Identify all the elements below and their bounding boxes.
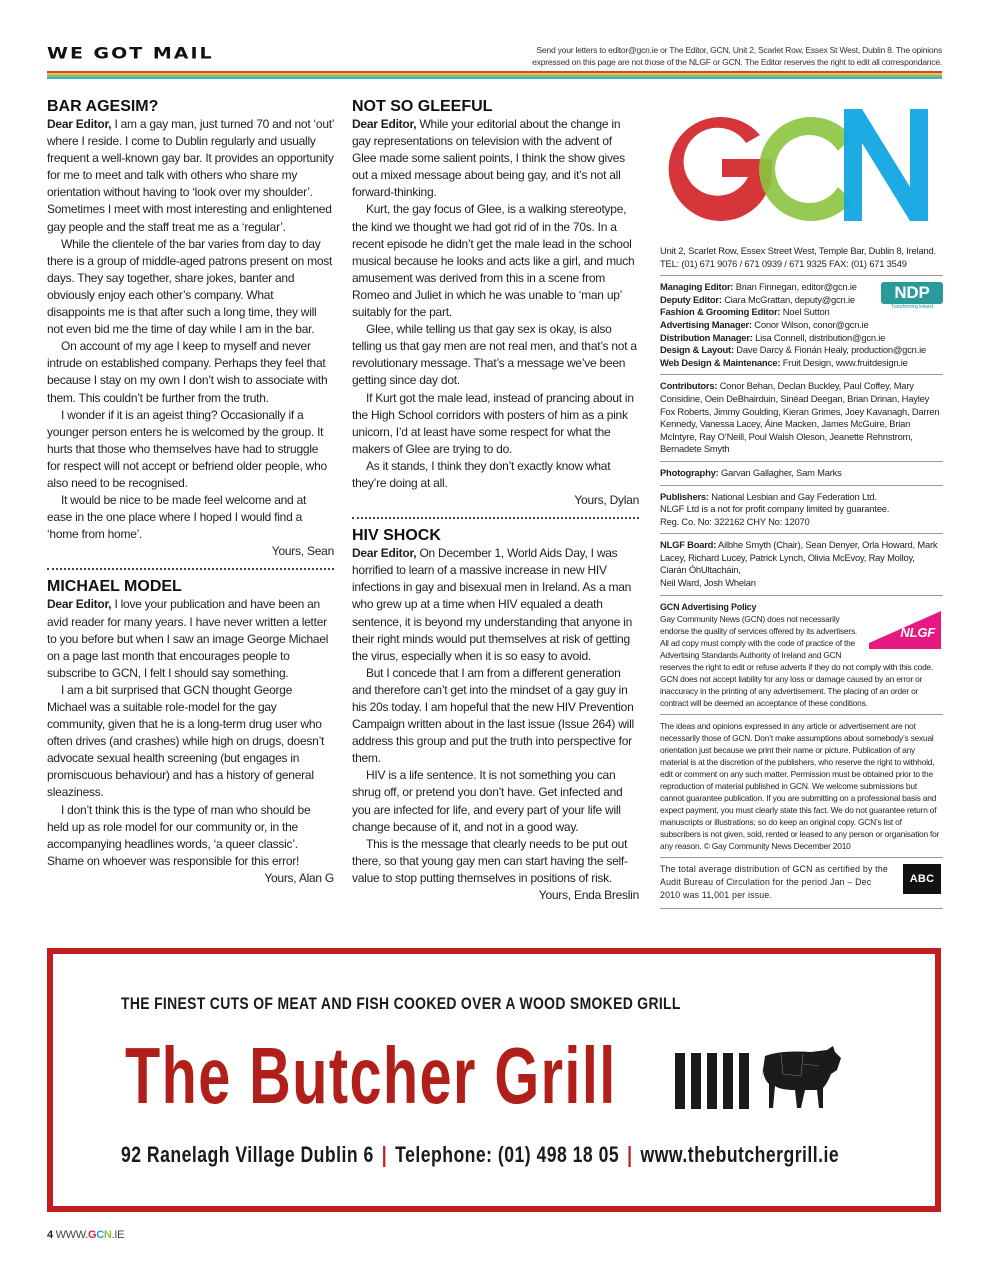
advert-contact-line: 92 Ranelagh Village Dublin 6 | Telephone: (01) 498 18 05 | www.thebutchergrill.ie [121,1142,840,1167]
address: Unit 2, Scarlet Row, Essex Street West, Temple Bar, Dublin 8, Ireland. [660,245,936,256]
advert-bars [675,1053,749,1109]
letter-paragraph: I don’t think this is the type of man who should be held up as role model for our community or, in the accompanying headlines words, ‘a queer classic’. Shame on whoever was responsible for this error! [47,802,311,868]
staff-entry: Design & Layout: Dave Darcy & Fionán Healy, production@gcn.ie [660,344,926,356]
letter [47,577,334,887]
advert-tagline: THE FINEST CUTS OF MEAT AND FISH COOKED OVER A WOOD SMOKED GRILL [121,994,681,1013]
letter-paragraph: This is the message that clearly needs to be put out there, so that young gay men can start having the self-value to stop putting themselves in positions of risk. [352,836,628,885]
letter-title: BAR AGESIM? [47,98,159,115]
letter-paragraph: If Kurt got the male lead, instead of prancing about in the High School corridors with posters of him as a pink unicorn, I’d at least have some respect for what the makers of Glee are trying to do. [352,390,634,456]
letter [352,97,639,509]
salutation: Dear Editor, [352,117,417,131]
salutation: Dear Editor, [352,546,417,561]
registration: Reg. Co. No: 322162 CHY No: 12070 [660,515,810,527]
photography: Garvan Gallagher, Sam Marks [720,466,842,478]
letter [47,97,334,560]
advert-address: 92 Ranelagh Village Dublin 6 [121,1142,374,1167]
staff-entry: Advertising Manager: Conor Wilson, conor@gcn.ie [660,318,869,330]
letter-paragraph: Dear Editor, I am a gay man, just turned 70 and not ‘out’ where I reside. I come to Dublin regularly and usually frequent a well-known gay bar. It provides an opportunity for me to meet and talk with others who share my orientation without having to ‘look over my shoulder’. Sometimes I meet with most interesting and enlightened gay people and the staff treat me as a ‘regular’. [47,117,334,234]
letter-paragraph: On account of my age I keep to myself and never intrude on established company. Perhaps they feel that because I stay on my own I don’t wish to associate with them. This couldn’t be further from the truth. [47,339,328,405]
ad-policy-title: GCN Advertising Policy [660,601,757,612]
submission-note: Send your letters to editor@gcn.ie or The Editor, GCN, Unit 2, Scarlet Row, Essex St West, Dublin 8. The opinions expressed on this page are not those of the NLGF or GCN. The Editor reserves the right to edit all correspondance. [532,45,942,67]
abc-logo: ABC [903,864,941,894]
letter-paragraph: As it stands, I think they don’t exactly know what they’re doing at all. [352,458,611,490]
letter-paragraph: But I concede that I am from a different generation and therefore can’t get into the mindset of a gay guy in his 20s today. I am hopeful that the new HIV Prevention Campaign written about in the last issue (Issue 264) will address this group and put the truth into perspective for them. [352,665,634,766]
letter-signoff: Yours, Sean [271,544,334,559]
letters-column-1 [47,97,334,887]
salutation: Dear Editor, [47,597,112,612]
rainbow-rule [47,71,942,79]
letter-paragraph: Kurt, the gay focus of Glee, is a walking stereotype, the kind we thought we had got rid of in the 70s. In a recent episode he didn’t get the male lead in the school musical because he looks and acts like a girl, and much amusement was derived from this in a scene from Romeo and Juliet in which he was unable to ‘man up’ suitably for the part. [352,202,635,320]
letter-paragraph: Glee, while telling us that gay sex is okay, is also telling us that gay men are not real men, and that’s not a revolutionary message. That’s a message we’ve been getting since day dot. [352,322,637,388]
gcn-logo [660,97,943,237]
phone-fax: TEL: (01) 671 9076 / 671 0939 / 671 9325 FAX: (01) 671 3549 [660,257,907,269]
staff-entry: Managing Editor: Brian Finnegan, editor@gcn.ie [660,281,857,293]
board-label: NLGF Board: [660,539,717,551]
masthead-column [660,97,943,909]
section-title: WE GOT MAIL [47,44,214,63]
dotted-divider [352,517,639,519]
letter-signoff: Yours, Dylan [574,493,639,508]
contributors: Conor Behan, Declan Buckley, Paul Coffey, Mary Considine, Oein DeBhairduin, Sinéad Deegan, Brian Drinan, Hayley Fox Roberts, Jimmy Goulding, Kieran Grimes, Joey Kavanagh, Darren Kennedy, Vanessa Lacey, Áine Macken, James McGuire, Brian McIntyre, Ray O’Neill, Poul Walsh Oleson, Jeanette Rehnstrom, Bernadete Smyth [660,380,940,455]
board-cont: Neil Ward, Josh Whelan [660,577,756,589]
publishers-note: NLGF Ltd is a not for profit company limited by guarantee. [660,503,890,515]
nlgf-logo: NLGF [869,611,941,649]
dotted-divider [47,568,334,570]
letter-title: HIV SHOCK [352,527,441,545]
letter-paragraph: I wonder if it is an ageist thing? Occasionally if a younger person enters he is welcomed by the group. It hurts that those who themselves have had to struggle for respect will not accept or befriend older people, who also need to be recognised. [47,407,327,490]
staff-entry: Fashion & Grooming Editor: Noel Sutton [660,306,830,318]
staff-entry: Web Design & Maintenance: Fruit Design, www.fruitdesign.ie [660,356,908,368]
advert-phone: Telephone: (01) 498 18 05 [395,1142,620,1167]
letter-signoff: Yours, Enda Breslin [538,888,639,903]
contributors-label: Contributors: [660,380,718,392]
board: Ailbhe Smyth (Chair), Sean Denyer, Orla Howard, Mark Lacey, Richard Lucey, Patrick Lynch, Olivia McEvoy, Ray Molloy, Ciarán ÓhUltacháin, [660,539,938,576]
letter-title: MICHAEL MODEL [47,578,182,596]
letter-paragraph: It would be nice to be made feel welcome and at ease in the one place where I hoped I would find a ‘home from home’. [47,493,307,542]
letter-title: NOT SO GLEEFUL [352,98,493,115]
staff-entry: Distribution Manager: Lisa Connell, distribution@gcn.ie [660,331,886,343]
page-footer: 4 WWW.GCN.IE [47,1229,125,1241]
staff-list [660,275,943,374]
letter-paragraph: While the clientele of the bar varies from day to day there is a group of middle-aged patrons present on most days. They say together, share jokes, banter and obviously enjoy each other’s company. What disappoints me is that after such a long time, they will not even bid me the time of day while I am in the bar. [47,236,333,337]
letter [352,526,639,904]
circulation-note: The total average distribution of GCN as certified by the Audit Bureau of Circulation for the period Jan – Dec 2010 was 11,001 per issue. [660,863,889,900]
publishers-label: Publishers: [660,490,709,502]
staff-entry: Deputy Editor: Ciara McGrattan, deputy@gcn.ie [660,293,855,305]
advert-website[interactable]: www.thebutchergrill.ie [640,1142,840,1167]
publishers: National Lesbian and Gay Federation Ltd. [711,490,877,502]
site-prefix: WWW. [55,1229,88,1241]
ndp-logo: NDP Transforming Ireland [881,282,943,311]
salutation: Dear Editor, [47,117,112,131]
letter-paragraph: Dear Editor, While your editorial about the change in gay representations on television with the advent of Glee made some salient points, I think the show gives out a mixed message about being gay, and it’s not all forward-thinking. [352,117,625,200]
butcher-grill-advert[interactable] [47,948,941,1212]
page-number: 4 [47,1229,53,1241]
advert-brand-name: The Butcher Grill [125,1031,617,1120]
letter-paragraph: I am a bit surprised that GCN thought George Michael was a suitable role-model for the gay community, given that he is a long-term drug user who often drives (and crashes) while high on drugs, doesn’t advocate sexual health screening (but engages in promiscuous behaviour) and has a history of general sleaziness. [47,682,325,800]
letters-column-2 [352,97,639,904]
letter-paragraph: Dear Editor, On December 1, World Aids Day, I was horrified to learn of a massive increase in new HIV infections in gay and bisexual men in Ireland. As a man who grew up at a time when HIV equaled a death sentence, it is beyond my understanding that anyone in their right minds would put themselves at risk of getting the virus, especially when it is so easy to avoid. [352,546,633,663]
photography-label: Photography: [660,466,719,478]
letter-paragraph: Dear Editor, I love your publication and have been an avid reader for many years. I have never written a letter to you before but when I saw an image George Michael on a page last month that encourages people to subscribe to GCN, I felt I should say something. [47,597,329,680]
disclaimer: The ideas and opinions expressed in any article or advertisement are not necessarily those of GCN. Don’t make assumptions about somebody’s sexual orientation just because we print their name or picture. Publication of any material is at the discretion of the publishers, who reserve the right to withhold, edit or comment on any such matter. Permission must be obtained prior to the reproduction of material published in GCN. We welcome submissions but cannot guarantee publication. If you are submitting on a professional basis and expect payment, you must clearly state this fact. We do not guarantee return of manuscripts or illustrations; so do keep an original copy. GCN’s list of subscribers is not given, sold, rented or leased to any person or organisation for any reason. © Gay Community News December 2010 [660,714,943,857]
ad-policy-text: Gay Community News (GCN) does not necessarily endorse the quality of services offered by its advertisers. All ad copy must comply with the code of practice of the Advertising Standards Authority of Ireland and GCN reserves the right to edit or refuse adverts if they do not comply with this code. GCN does not accept liability for any loss or damage caused by an error or inaccuracy in the printing of any advertisement. The placing of an order or contract will be deemed an acceptance of these conditions. [660,613,934,708]
letter-signoff: Yours, Alan G [264,870,334,885]
letter-paragraph: HIV is a life sentence. It is not something you can shrug off, or pretend you don’t have. Get infected and you are infected for life, and every part of your life will change because of it, and not in a good way. [352,768,623,834]
cow-icon [761,1044,841,1114]
